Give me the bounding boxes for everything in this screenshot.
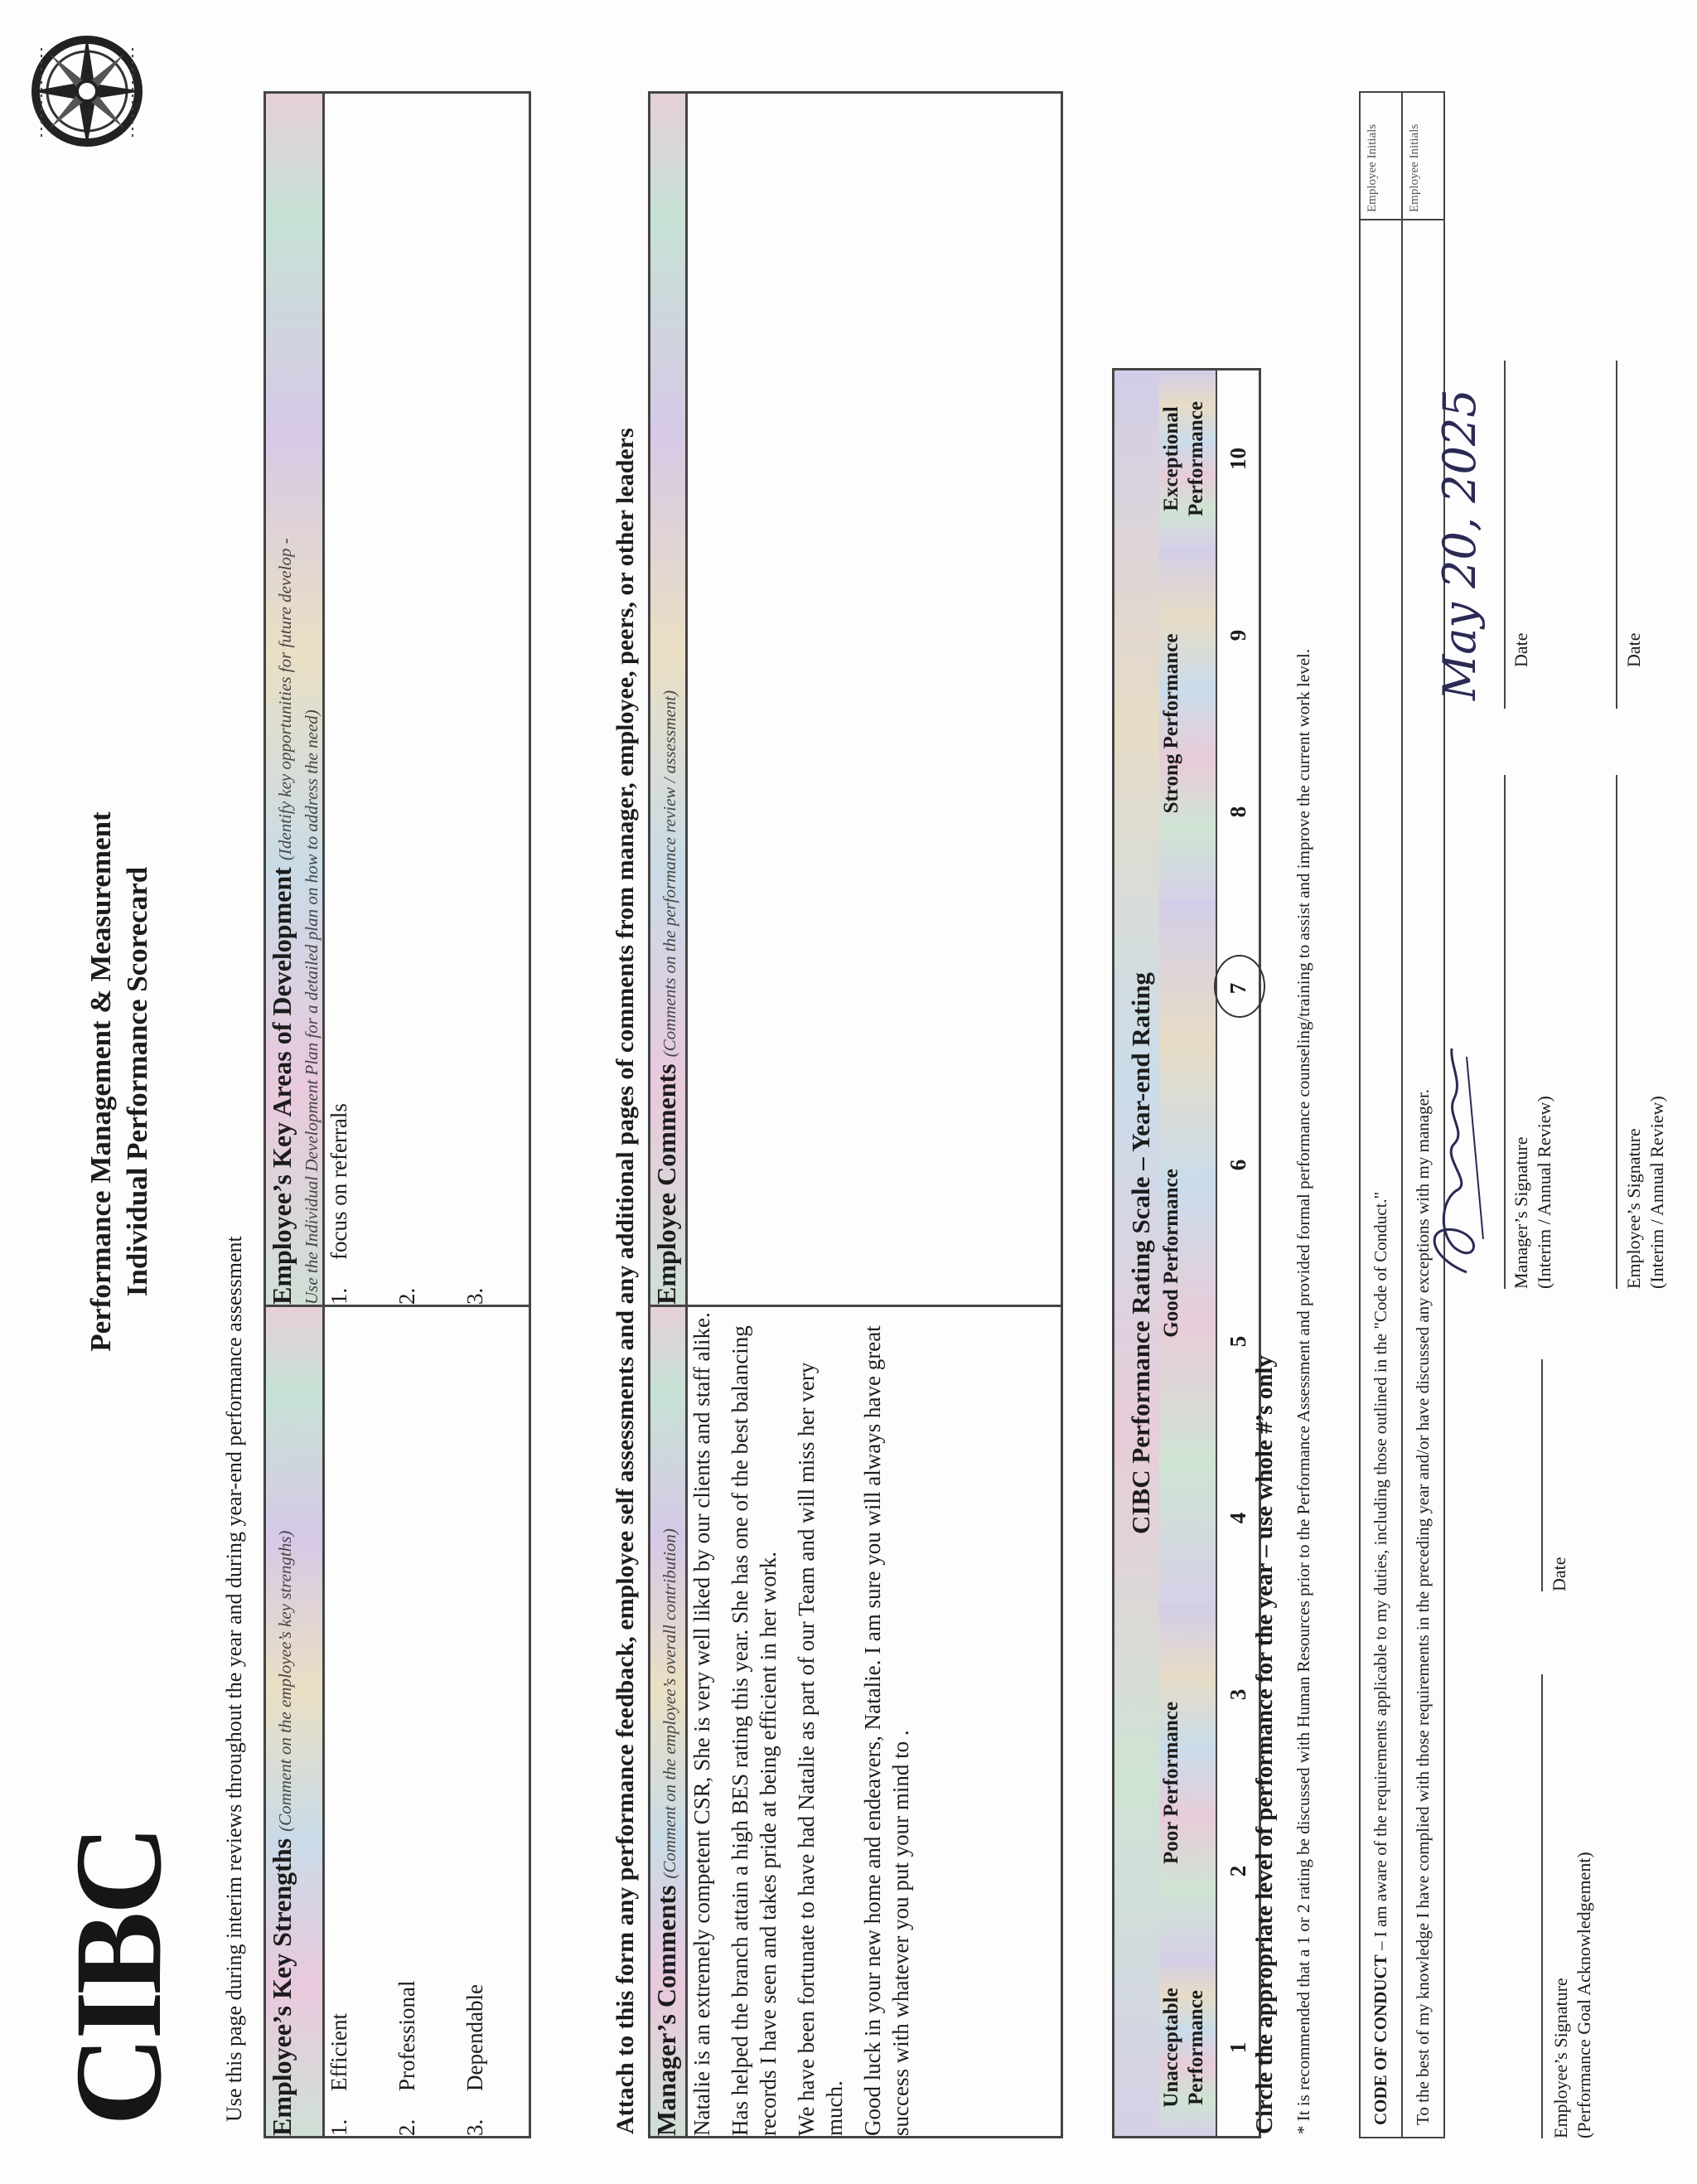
- manager-date-line[interactable]: [1504, 361, 1506, 709]
- manager-signature-label: [1510, 1096, 1556, 1289]
- manager-comments-heading: Manager’s Comments: [651, 1885, 681, 2136]
- employee-goal-signature-line[interactable]: [1541, 1674, 1543, 2138]
- item-number: 1.: [326, 1287, 351, 1305]
- manager-signed-date: May 20, 2025: [1434, 389, 1486, 700]
- rating-number: 7: [1226, 982, 1250, 995]
- initials-label: Employee Initials: [1366, 123, 1379, 212]
- development-hint-2: Use the Individual Development Plan for a detailed plan on how to address the need): [302, 709, 322, 1305]
- manager-signature-line[interactable]: [1504, 775, 1506, 1289]
- signature-label-line: Employee’s Signature: [1623, 1128, 1644, 1289]
- title-line-1: Performance Management & Measurement: [85, 811, 117, 1352]
- rating-scale-labels: [1159, 370, 1216, 2136]
- compliance-statement: To the best of my knowledge I have complied with those requirements in the preceding year and/or have discussed any exceptions with my manager.: [1402, 220, 1444, 2138]
- recommendation-note: * It is recommended that a 1 or 2 rating be discussed with Human Resources prior to the Performance Assessment and provided formal performance counseling/training to assist and improve the current work level.: [1293, 648, 1313, 2134]
- strengths-hint: (Comment on the employee’s key strengths): [275, 1530, 295, 1832]
- employee-review-date-line[interactable]: [1616, 361, 1617, 709]
- manager-comment-paragraph: We have been fortunate to have had Natalie as part of our Team and will miss her very much.: [794, 1362, 847, 2136]
- development-item: [461, 94, 529, 1305]
- strength-item: [325, 1307, 393, 2136]
- manager-comment-paragraph: Natalie is an extremely competent CSR, She is very well liked by our clients and staff alike.: [689, 1312, 714, 2136]
- development-header: [265, 93, 324, 1306]
- item-number: 2.: [394, 2119, 419, 2136]
- item-text: Dependable: [462, 1984, 487, 2091]
- rating-number: 8: [1226, 806, 1250, 818]
- employee-review-date-label: Date: [1623, 632, 1644, 667]
- manager-comments-header: [650, 1306, 687, 2138]
- rating-scale: [1112, 368, 1261, 2138]
- rating-number: 3: [1226, 1688, 1250, 1701]
- rating-label: Poor Performance: [1159, 1606, 1216, 1959]
- manager-date-label: Date: [1511, 632, 1531, 667]
- strength-item: [461, 1307, 529, 2136]
- manager-handwritten-signature: [1409, 1024, 1500, 1289]
- attach-note: Attach to this form any performance feedback, employee self assessments and any additional pages of comments from manager, employee, peers, or other leaders: [612, 428, 639, 2134]
- strength-item: [393, 1307, 461, 2136]
- strengths-list: [324, 1306, 530, 2138]
- employee-review-signature-label: [1622, 1096, 1669, 1289]
- signature-label-line: (Performance Goal Acknowledgement): [1574, 1852, 1594, 2138]
- title-line-2: Individual Performance Scorecard: [121, 866, 153, 1297]
- item-number: 1.: [326, 2119, 351, 2136]
- item-text: focus on referrals: [326, 1103, 351, 1260]
- rating-number: 1: [1226, 2041, 1250, 2054]
- rating-label: Unacceptable Performance: [1159, 1959, 1216, 2136]
- signature-label-line: Employee’s Signature: [1550, 1978, 1571, 2138]
- strengths-header: [265, 1306, 324, 2138]
- manager-comments-body: [687, 1306, 1062, 2138]
- item-text: Professional: [394, 1980, 419, 2091]
- employee-initials-box[interactable]: [1402, 92, 1444, 220]
- employee-comments-body: [687, 93, 1062, 1306]
- cibc-logo: CIBC: [50, 1828, 187, 2126]
- development-list: [324, 93, 530, 1306]
- initials-label: Employee Initials: [1408, 123, 1421, 212]
- employee-comments-header: [650, 93, 687, 1306]
- manager-comment-paragraph: Has helped the branch attain a high BES rating this year. She has one of the best balancing records I have seen and takes pride at being efficient in her work.: [728, 1325, 781, 2136]
- employee-comments-hint: (Comments on the performance review / assessment): [660, 690, 679, 1058]
- employee-comments-heading: Employee Comments: [651, 1063, 681, 1305]
- strengths-heading: Employee’s Key Strengths: [267, 1838, 297, 2136]
- document-title: [83, 709, 156, 1455]
- rating-label: Strong Performance: [1159, 547, 1216, 900]
- manager-comment-paragraph: Good luck in your new home and endeavers, Natalie. I am sure you will always have great success with whatever you put your mind to .: [860, 1325, 913, 2136]
- manager-comments-hint: (Comment on the employee’s overall contribution): [660, 1528, 679, 1879]
- code-of-conduct-text: – I am aware of the requirements applicable to my duties, including those outlined in the "Code of Conduct.": [1371, 1191, 1390, 1955]
- signature-label-line: (Interim / Annual Review): [1646, 1096, 1667, 1289]
- development-item: [393, 94, 461, 1305]
- development-heading: Employee’s Key Areas of Development: [267, 867, 297, 1305]
- code-of-conduct-heading: CODE OF CONDUCT: [1371, 1954, 1390, 2125]
- rating-number: 4: [1226, 1512, 1250, 1524]
- item-text: Efficient: [326, 2013, 351, 2091]
- development-hint: (Identify key opportunities for future develop -: [275, 538, 295, 861]
- rating-label: Good Performance: [1159, 900, 1216, 1606]
- rating-number: 9: [1226, 629, 1250, 642]
- code-of-conduct-statement: [1360, 220, 1402, 2138]
- signature-label-line: (Interim / Annual Review): [1534, 1096, 1554, 1289]
- circle-instruction: Circle the appropriate level of performance for the year – use whole #’s only: [1251, 1355, 1278, 2134]
- rating-number: 2: [1226, 1865, 1250, 1877]
- strengths-development-table: [263, 91, 531, 2138]
- employee-review-signature-line[interactable]: [1616, 775, 1617, 1289]
- item-number: 3.: [462, 1287, 487, 1305]
- employee-goal-date-label: Date: [1549, 1557, 1569, 1591]
- employee-goal-signature-label: [1550, 1852, 1596, 2138]
- rating-number: 10: [1226, 448, 1250, 470]
- intro-text: Use this page during interim reviews throughout the year and during year-end performance assessment: [222, 1236, 246, 2122]
- rating-scale-title: CIBC Performance Rating Scale – Year-end Rating: [1114, 370, 1159, 2136]
- compass-emblem-icon: [17, 21, 157, 162]
- rating-number: 5: [1226, 1335, 1250, 1348]
- employee-initials-box[interactable]: [1360, 92, 1402, 220]
- employee-goal-date-line[interactable]: [1541, 1359, 1543, 1591]
- development-item: [325, 94, 393, 1305]
- item-number: 3.: [462, 2119, 487, 2136]
- rating-number: 6: [1226, 1159, 1250, 1171]
- rating-label: Exceptional Performance: [1159, 370, 1216, 547]
- comments-table: [648, 91, 1063, 2138]
- signature-label-line: Manager’s Signature: [1511, 1136, 1531, 1289]
- item-number: 2.: [394, 1287, 419, 1305]
